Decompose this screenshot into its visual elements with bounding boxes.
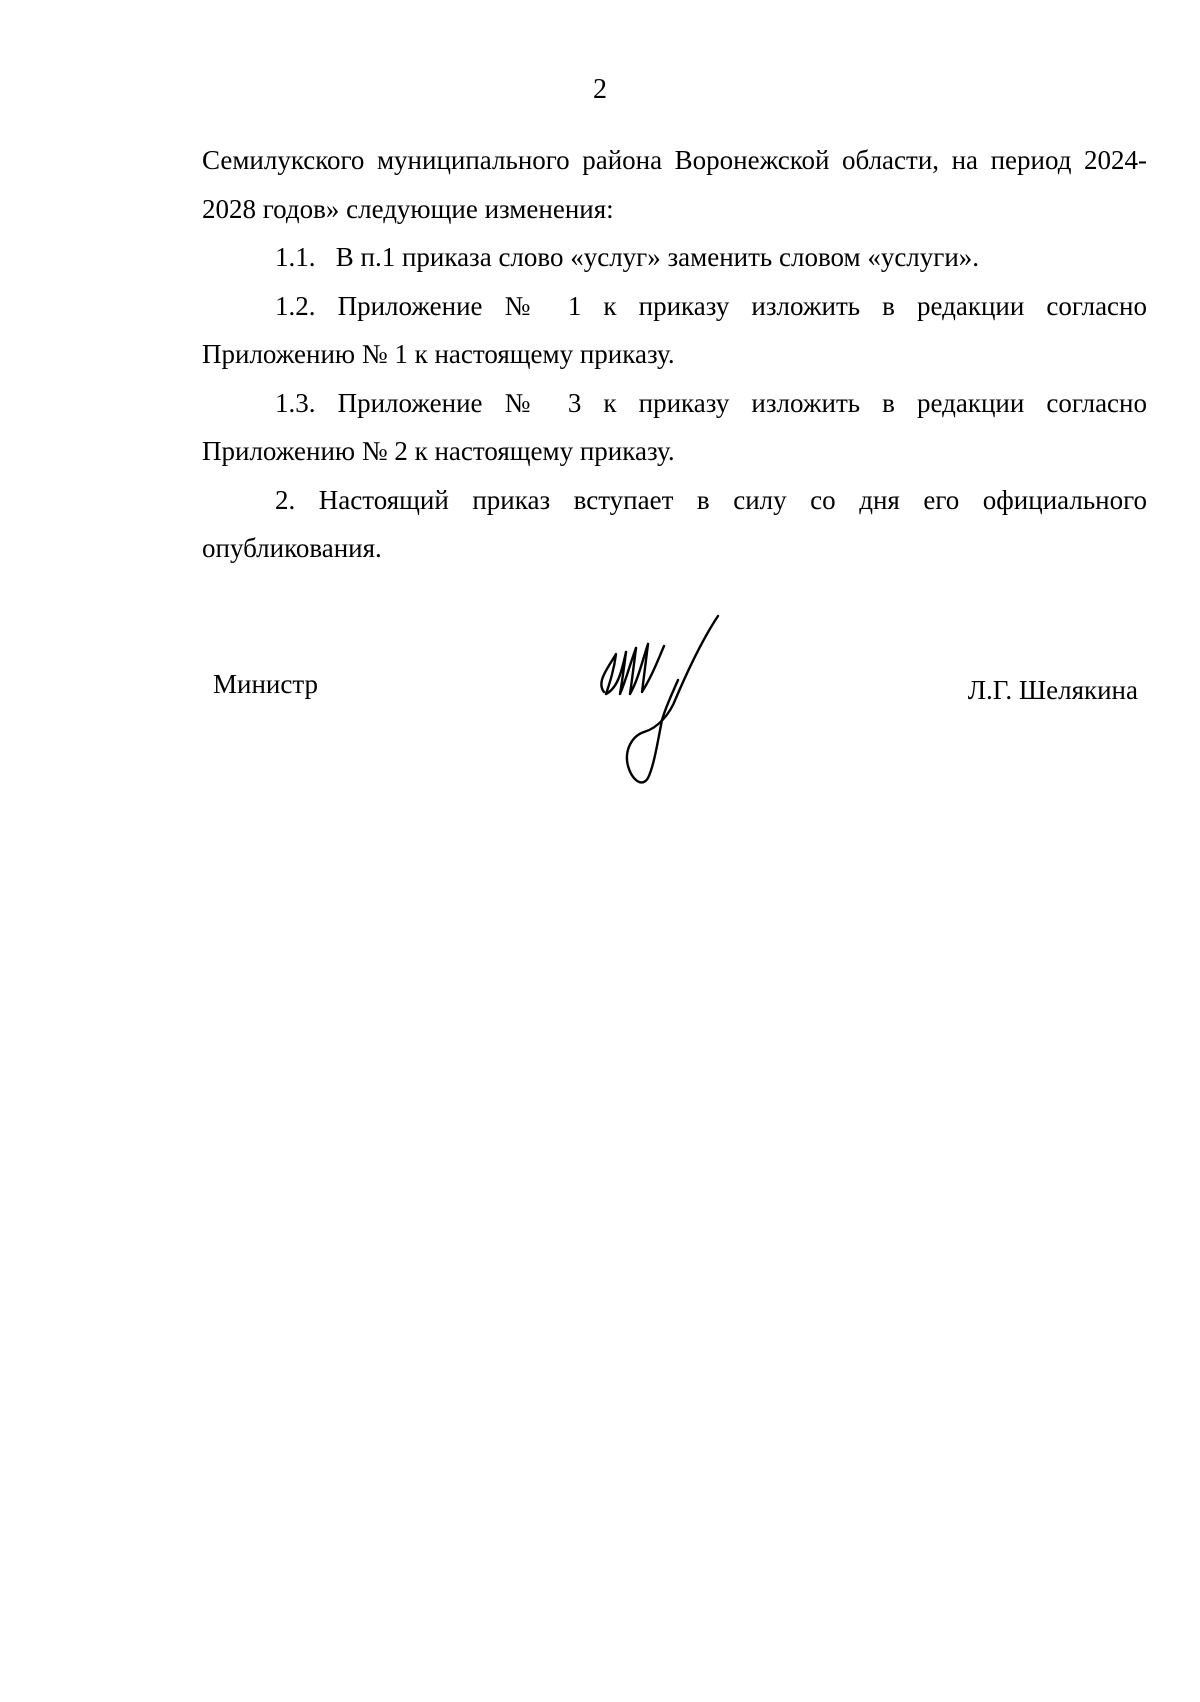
page-number: 2 bbox=[593, 74, 607, 105]
paragraph-continuation: Семилукского муниципального района Воронежской области, на период 2024-2028 годов» следующие изменения: bbox=[202, 145, 1147, 224]
handwritten-signature bbox=[592, 610, 742, 790]
document-body bbox=[202, 136, 1147, 573]
paragraph-item-1-3: 1.3. Приложение № 3 к приказу изложить в редакции согласно Приложению № 2 к настоящему приказу. bbox=[202, 387, 1147, 466]
paragraph-item-1-2: 1.2. Приложение № 1 к приказу изложить в редакции согласно Приложению № 1 к настоящему приказу. bbox=[202, 290, 1147, 369]
signature-block bbox=[0, 600, 1200, 800]
paragraph-item-2: 2. Настоящий приказ вступает в силу со дня его официального опубликования. bbox=[202, 484, 1147, 563]
signer-position: Министр bbox=[213, 669, 318, 699]
paragraph-item-1-1: 1.1. В п.1 приказа слово «услуг» заменить словом «услуги». bbox=[275, 242, 980, 272]
signer-name: Л.Г. Шелякина bbox=[967, 675, 1138, 705]
